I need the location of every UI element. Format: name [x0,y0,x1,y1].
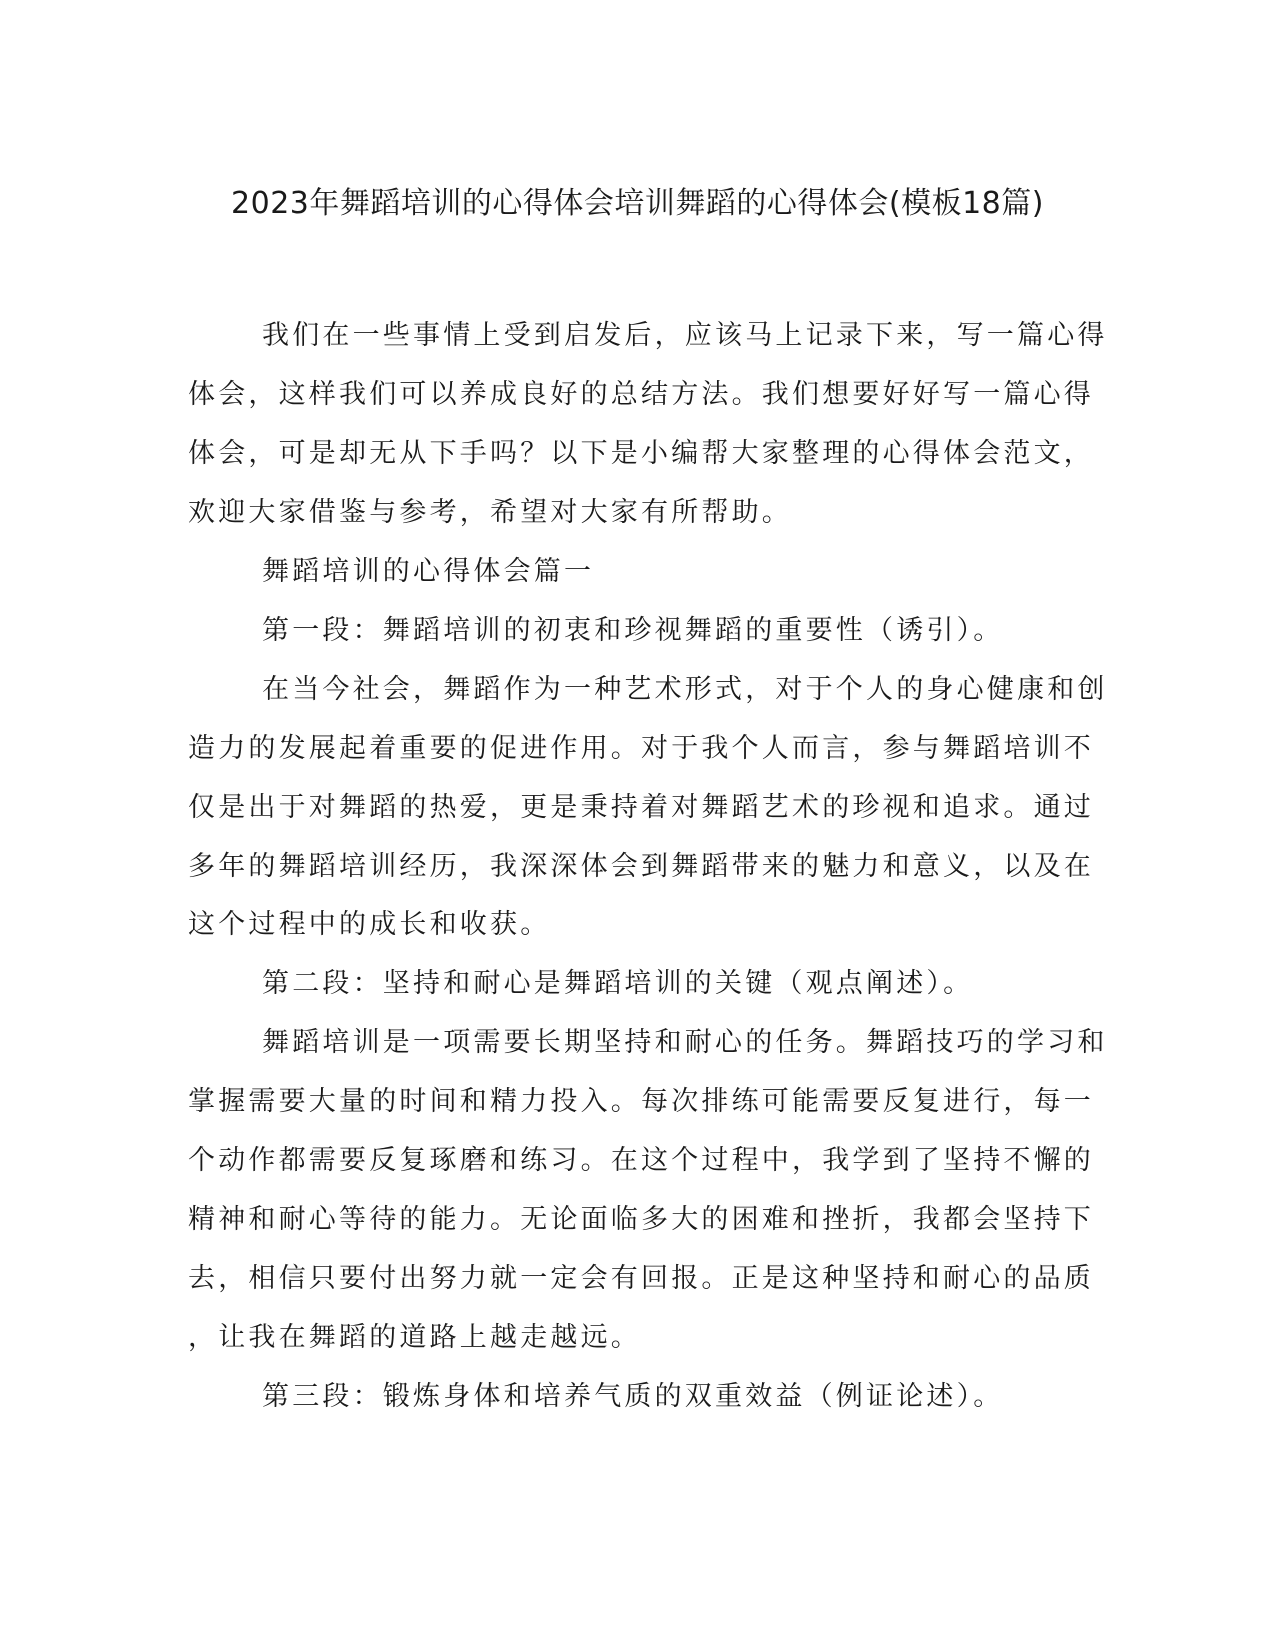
paragraph-heading: 第二段：坚持和耐心是舞蹈培训的关键（观点阐述）。 [262,968,974,999]
text-line: 体会，这样我们可以养成良好的总结方法。我们想要好好写一篇心得 [188,379,1094,410]
text-line: 个动作都需要反复琢磨和练习。在这个过程中，我学到了坚持不懈的 [188,1145,1094,1176]
text-line: 造力的发展起着重要的促进作用。对于我个人而言，参与舞蹈培训不 [188,733,1094,764]
text-line: 舞蹈培训是一项需要长期坚持和耐心的任务。舞蹈技巧的学习和 [262,1027,1108,1058]
text-line: 多年的舞蹈培训经历，我深深体会到舞蹈带来的魅力和意义，以及在 [188,851,1094,882]
text-line: 体会，可是却无从下手吗？以下是小编帮大家整理的心得体会范文， [188,438,1094,469]
paragraph-heading: 第一段：舞蹈培训的初衷和珍视舞蹈的重要性（诱引）。 [262,615,1004,646]
section-heading: 舞蹈培训的心得体会篇一 [262,556,595,587]
text-line: 在当今社会，舞蹈作为一种艺术形式，对于个人的身心健康和创 [262,674,1108,705]
text-line: 仅是出于对舞蹈的热爱，更是秉持着对舞蹈艺术的珍视和追求。通过 [188,792,1094,823]
text-line: 欢迎大家借鉴与参考，希望对大家有所帮助。 [188,497,792,528]
text-line: 掌握需要大量的时间和精力投入。每次排练可能需要反复进行，每一 [188,1086,1094,1117]
text-line: ，让我在舞蹈的道路上越走越远。 [188,1322,641,1353]
text-line: 我们在一些事情上受到启发后，应该马上记录下来，写一篇心得 [262,320,1108,351]
text-line: 精神和耐心等待的能力。无论面临多大的困难和挫折，我都会坚持下 [188,1204,1094,1235]
paragraph-heading: 第三段：锻炼身体和培养气质的双重效益（例证论述）。 [262,1381,1004,1412]
text-line: 这个过程中的成长和收获。 [188,909,551,940]
document-title: 2023年舞蹈培训的心得体会培训舞蹈的心得体会(模板18篇) [231,186,1044,221]
text-line: 去，相信只要付出努力就一定会有回报。正是这种坚持和耐心的品质 [188,1263,1094,1294]
